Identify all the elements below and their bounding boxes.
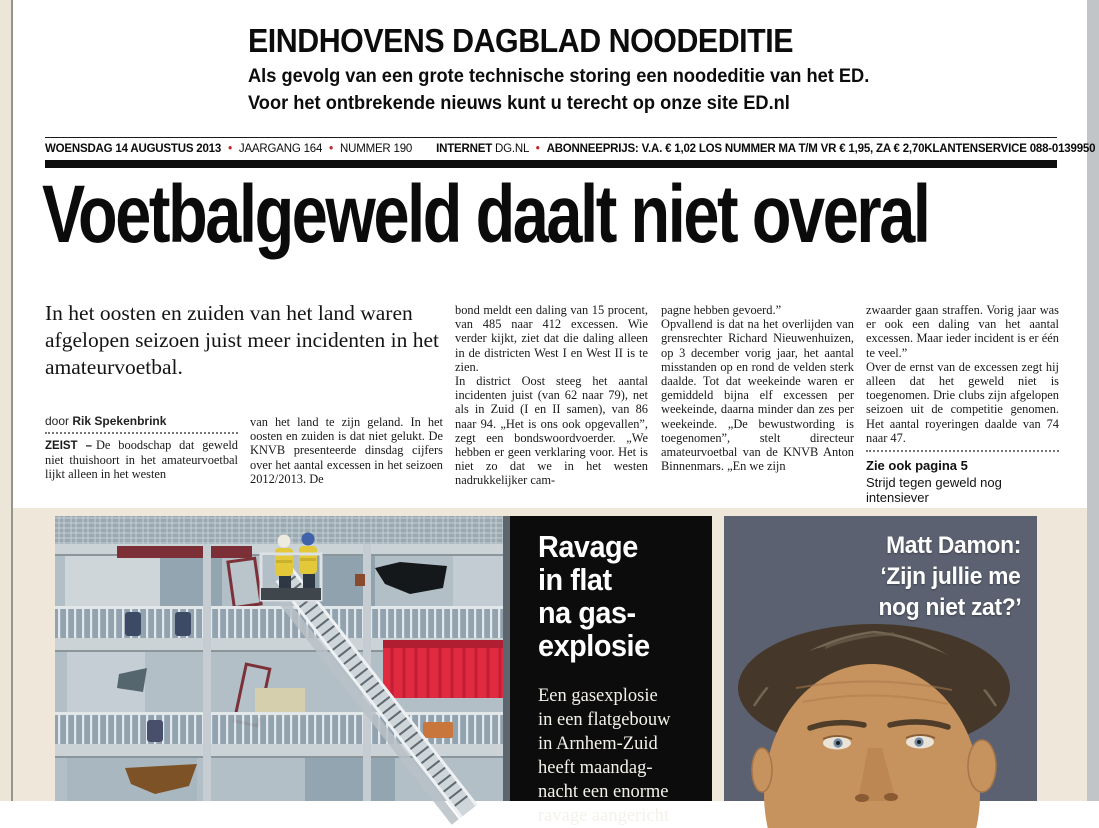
see-also-text: Strijd tegen geweld nog intensiever	[866, 475, 1002, 505]
matt-damon-quote	[871, 530, 1021, 623]
gas-panel-title	[538, 530, 712, 662]
byline-prefix: door	[45, 414, 70, 428]
masthead-title-row	[248, 22, 948, 60]
dateline-date: WOENSDAG 14 AUGUSTUS 2013	[45, 143, 222, 155]
masthead-subtitle-row-2	[248, 87, 948, 114]
gas-body-line: nacht een enorme	[538, 782, 669, 802]
article-column-3	[455, 303, 648, 505]
byline-author: Rik Spekenbrink	[72, 414, 167, 428]
main-headline: Voetbalgeweld daalt niet overal	[42, 169, 929, 260]
abonneeprijs-label: ABONNEEPRIJS:	[546, 143, 639, 155]
damon-quote-line: nog niet zat?’	[878, 594, 1021, 621]
masthead-subtitle-2: Voor het ontbrekende nieuws kunt u terecht op onze site ED.nl	[248, 93, 790, 114]
internet-label: INTERNET	[436, 143, 493, 155]
see-also-block	[866, 450, 1059, 505]
gas-body-line: heeft maandag-	[538, 758, 653, 778]
page-left-margin-strip	[0, 0, 13, 801]
article-column-1	[45, 438, 238, 482]
gas-body-line: in een flatgebouw	[538, 710, 671, 730]
matt-damon-panel	[724, 516, 1037, 801]
gas-body-line: ravage aangericht	[538, 806, 669, 826]
column-5-paragraph-1: zwaarder gaan straffen. Vorig jaar was er ook een daling van het aantal excessen. Maar ieder incident is er één te veel.”	[866, 303, 1059, 360]
damon-quote-line: Matt Damon:	[886, 532, 1021, 559]
gas-body-line: Een gasexplosie	[538, 686, 658, 706]
internet-value: DG.NL	[495, 143, 529, 155]
newspaper-title: EINDHOVENS DAGBLAD NOODEDITIE	[248, 22, 793, 59]
page-right-margin-strip	[1087, 0, 1099, 801]
gas-title-line: in flat	[538, 562, 612, 597]
dateline-left-group	[45, 143, 924, 155]
column-1-text	[45, 438, 238, 482]
abonneeprijs-value: V.A. € 1,02 LOS NUMMER MA T/M VR € 1,95, ZA € 2,70	[641, 143, 925, 155]
column-2-text: van het land te zijn geland. In het oosten en zuiden is dat niet gelukt. De KNVB presenteerde dinsdag cijfers over het aantal excessen in het seizoen 2012/2013. De	[250, 415, 443, 486]
thick-divider-rule	[45, 160, 1057, 168]
lead-paragraph: In het oosten en zuiden van het land waren afgelopen seizoen juist meer incidenten in het amateurvoetbal.	[45, 301, 440, 379]
masthead-subtitle-row-1	[248, 60, 948, 87]
gas-title-line: na gas-	[538, 595, 636, 630]
dateline-right-group	[924, 143, 1095, 155]
article-column-2	[250, 415, 443, 486]
byline	[45, 414, 238, 434]
column-3-paragraph-2: In district Oost steeg het aantal incidenten juist (van 62 naar 79), net als in Zuid (I en II samen), van 86 naar 94. „Het is ons ook opgevallen”, zegt een bondswoordvoerder. „We hebben er geen verklaring voor. Het is niet zo dat we in het westen nadrukkelijker cam-	[455, 374, 648, 488]
article-column-4	[661, 303, 854, 505]
gas-panel-body	[538, 684, 712, 828]
gas-explosion-panel	[510, 516, 712, 826]
dateline-city: ZEIST –	[45, 440, 92, 452]
explosion-photo	[55, 516, 510, 801]
bullet-icon: •	[535, 143, 540, 155]
column-3-paragraph-1: bond meldt een daling van 15 procent, van 485 naar 412 excessen. Wie verder kijkt, ziet dat die daling alleen in de districten West I en West II is te zien.	[455, 303, 648, 374]
masthead	[248, 22, 948, 114]
gas-title-line: explosie	[538, 628, 650, 663]
column-5-paragraph-2: Over de ernst van de excessen zegt hij alleen dat het geweld niet is toegenomen. Drie clubs zijn afgelopen seizoen uit de competitie genomen. Het aantal royeringen daalde van 74 naar 47.	[866, 359, 1059, 445]
masthead-subtitle-1: Als gevolg van een grote technische storing een noodeditie van het ED.	[248, 66, 870, 87]
column-1-body: De boodschap dat geweld niet thuishoort in het amateurvoetbal lijkt alleen in het westen	[45, 438, 238, 482]
bullet-icon: •	[329, 143, 333, 155]
article-column-5	[866, 303, 1059, 448]
bottom-photo-band	[13, 508, 1087, 826]
dateline-nummer: NUMMER 190	[339, 143, 413, 155]
klantenservice-value: 088-0139950	[1029, 143, 1096, 155]
gas-title-line: Ravage	[538, 529, 638, 564]
see-also-label: Zie ook pagina 5	[866, 458, 968, 473]
klantenservice-label: KLANTENSERVICE	[924, 143, 1027, 155]
dateline-bar	[45, 137, 1096, 155]
bullet-icon: •	[228, 143, 232, 155]
column-4-paragraph-2: Opvallend is dat na het overlijden van grensrechter Richard Nieuwenhuizen, op 3 december vorig jaar, het aantal misstanden op en rond de velden sterk daalde. Tot dat weekeinde waren er gemiddeld bijna elf excessen per weekeinde, daarna minder dan zes per weekeinde. „De bewustwording is toegenomen”, stelt directeur amateurvoetbal van de KNVB Anton Binnenmars. „En we zijn	[661, 317, 854, 474]
dateline-jaargang: JAARGANG 164	[238, 143, 323, 155]
gas-body-line: in Arnhem-Zuid	[538, 734, 658, 754]
damon-quote-line: ‘Zijn jullie me	[880, 563, 1021, 590]
column-4-paragraph-1: pagne hebben gevoerd.”	[661, 303, 782, 317]
